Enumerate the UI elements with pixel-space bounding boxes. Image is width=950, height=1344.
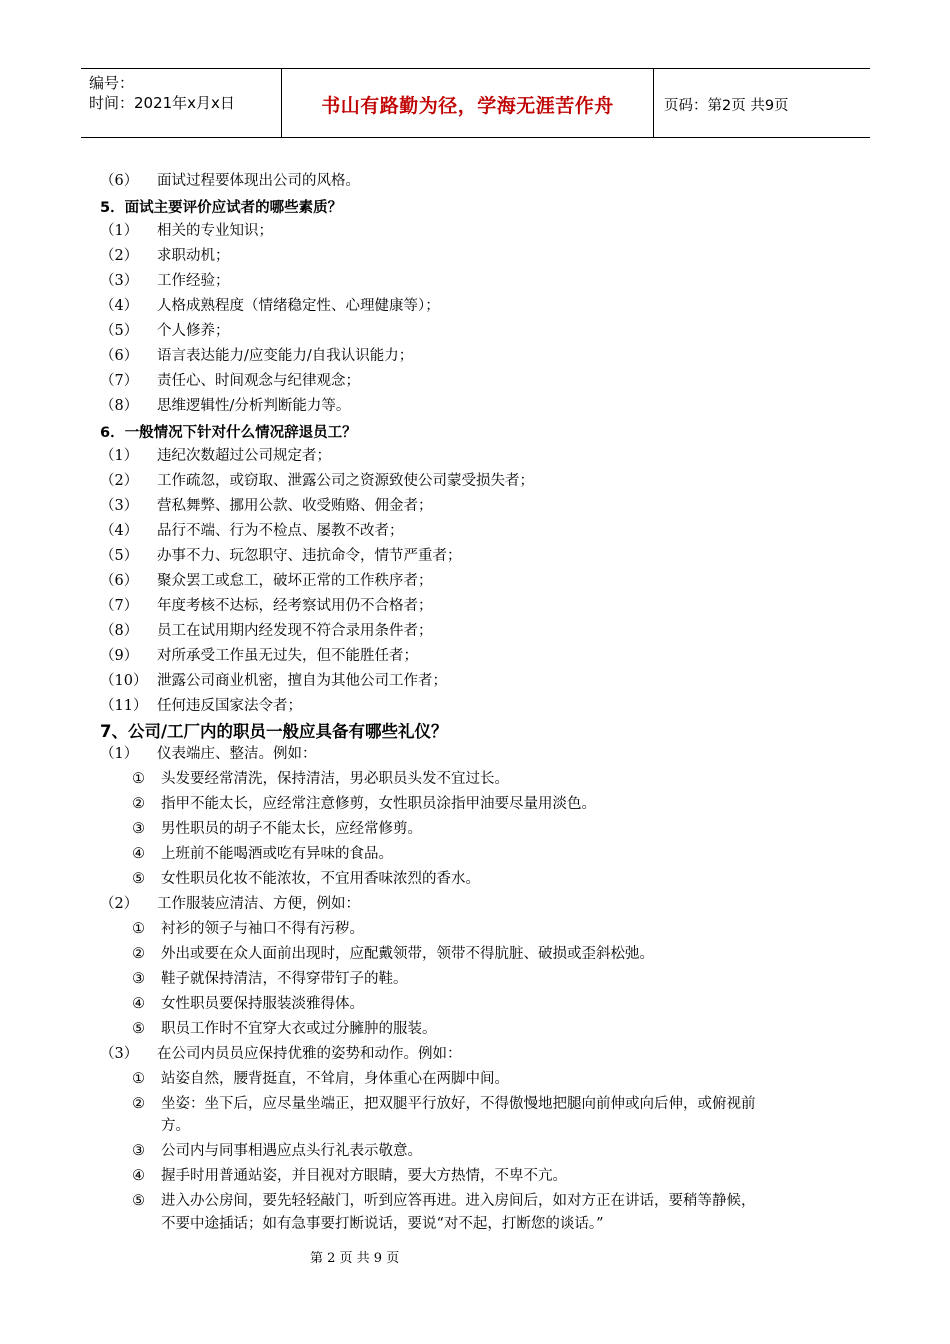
circled-number: ① (132, 771, 145, 787)
item-text: 职员工作时不宜穿大衣或过分臃肿的服装。 (161, 1021, 437, 1037)
item-text: 女性职员化妆不能浓妆，不宜用香味浓烈的香水。 (161, 871, 480, 887)
item-text: 个人修养； (157, 323, 230, 339)
circled-number: ③ (132, 821, 145, 837)
section-heading: 6．一般情况下针对什么情况辞退员工？ (100, 425, 357, 441)
item-number: （11） (100, 698, 148, 714)
item-number: （8） (100, 623, 139, 639)
page-number-label: 页码：第2页 共9页 (664, 98, 789, 114)
section-heading: 5．面试主要评价应试者的哪些素质？ (100, 200, 343, 216)
page-header (81, 68, 870, 138)
item-number: （2） (100, 473, 139, 489)
item-text: 握手时用普通站姿，并目视对方眼睛，要大方热情，不卑不亢。 (161, 1168, 567, 1184)
item-text: 外出或要在众人面前出现时，应配戴领带，领带不得肮脏、破损或歪斜松弛。 (161, 946, 654, 962)
item-text: 女性职员要保持服装淡雅得体。 (161, 996, 364, 1012)
item-text: 语言表达能力/应变能力/自我认识能力； (157, 348, 414, 364)
circled-number: ⑤ (132, 1193, 145, 1209)
circled-number: ① (132, 921, 145, 937)
item-text: 不要中途插话；如有急事要打断说话，要说“对不起，打断您的谈话。” (161, 1216, 604, 1232)
item-number: （6） (100, 573, 139, 589)
header-info-cell (81, 69, 282, 137)
item-text: 仪表端庄、整洁。例如： (157, 746, 317, 762)
motto: 书山有路勤为径，学海无涯苦作舟 (321, 95, 614, 117)
item-text: 人格成熟程度（情绪稳定性、心理健康等）； (157, 298, 440, 314)
circled-number: ③ (132, 971, 145, 987)
item-text: 聚众罢工或怠工，破坏正常的工作秩序者； (157, 573, 433, 589)
circled-number: ④ (132, 996, 145, 1012)
circled-number: ② (132, 946, 145, 962)
item-text: 站姿自然，腰背挺直，不耸肩，身体重心在两脚中间。 (161, 1071, 509, 1087)
item-text: 指甲不能太长，应经常注意修剪，女性职员涂指甲油要尽量用淡色。 (161, 796, 596, 812)
item-text: 在公司内员员应保持优雅的姿势和动作。例如： (157, 1046, 462, 1062)
header-page-cell (654, 69, 870, 137)
page-footer: 第 2 页 共 9 页 (310, 1251, 400, 1266)
doc-code-label: 编号： (89, 74, 135, 92)
header-motto-cell (282, 69, 654, 137)
item-number: （7） (100, 373, 139, 389)
item-text: 公司内与同事相遇应点头行礼表示敬意。 (161, 1143, 422, 1159)
circled-number: ② (132, 796, 145, 812)
item-text: 对所承受工作虽无过失，但不能胜任者； (157, 648, 418, 664)
item-text: 品行不端、行为不检点、屡教不改者； (157, 523, 404, 539)
item-text: 方。 (161, 1118, 190, 1134)
circled-number: ④ (132, 1168, 145, 1184)
item-text: 营私舞弊、挪用公款、收受贿赂、佣金者； (157, 498, 433, 514)
item-text: 面试过程要体现出公司的风格。 (157, 173, 360, 189)
item-number: （5） (100, 548, 139, 564)
item-text: 求职动机； (157, 248, 230, 264)
item-number: （9） (100, 648, 139, 664)
item-number: （4） (100, 523, 139, 539)
item-text: 衬衫的领子与袖口不得有污秽。 (161, 921, 364, 937)
item-text: 办事不力、玩忽职守、违抗命令，情节严重者； (157, 548, 462, 564)
item-text: 违纪次数超过公司规定者； (157, 448, 331, 464)
item-text: 工作经验； (157, 273, 230, 289)
circled-number: ③ (132, 1143, 145, 1159)
item-number: （1） (100, 448, 139, 464)
section-heading: 7、公司/工厂内的职员一般应具备有哪些礼仪？ (100, 722, 448, 741)
item-text: 思维逻辑性/分析判断能力等。 (157, 398, 351, 414)
item-text: 男性职员的胡子不能太长，应经常修剪。 (161, 821, 422, 837)
item-number: （2） (100, 248, 139, 264)
item-number: （8） (100, 398, 139, 414)
item-text: 坐姿：坐下后，应尽量坐端正，把双腿平行放好，不得傲慢地把腿向前伸或向后伸，或俯视前 (161, 1096, 756, 1112)
doc-time-label: 时间：2021年x月x日 (89, 94, 235, 112)
item-number: （5） (100, 323, 139, 339)
item-number: （3） (100, 1046, 139, 1062)
item-number: （1） (100, 223, 139, 239)
item-text: 责任心、时间观念与纪律观念； (157, 373, 360, 389)
item-text: 任何违反国家法令者； (157, 698, 302, 714)
item-text: 鞋子就保持清洁，不得穿带钉子的鞋。 (161, 971, 408, 987)
item-number: （3） (100, 273, 139, 289)
item-number: （6） (100, 173, 139, 189)
item-text: 头发要经常清洗，保持清洁，男必职员头发不宜过长。 (161, 771, 509, 787)
item-number: （3） (100, 498, 139, 514)
circled-number: ⑤ (132, 1021, 145, 1037)
item-text: 进入办公房间，要先轻轻敲门，听到应答再进。进入房间后，如对方正在讲话，要稍等静候， (161, 1193, 756, 1209)
item-text: 相关的专业知识； (157, 223, 273, 239)
item-number: （2） (100, 896, 139, 912)
item-text: 年度考核不达标，经考察试用仍不合格者； (157, 598, 433, 614)
list-item (0, 171, 950, 191)
item-number: （7） (100, 598, 139, 614)
item-text: 泄露公司商业机密，擅自为其他公司工作者； (157, 673, 447, 689)
item-text: 员工在试用期内经发现不符合录用条件者； (157, 623, 433, 639)
item-text: 工作服装应清洁、方便，例如： (157, 896, 360, 912)
circled-number: ② (132, 1096, 145, 1112)
circled-number: ⑤ (132, 871, 145, 887)
circled-number: ④ (132, 846, 145, 862)
item-text: 上班前不能喝酒或吃有异味的食品。 (161, 846, 393, 862)
item-text: 工作疏忽，或窃取、泄露公司之资源致使公司蒙受损失者； (157, 473, 534, 489)
item-number: （4） (100, 298, 139, 314)
item-number: （1） (100, 746, 139, 762)
item-number: （10） (100, 673, 148, 689)
circled-number: ① (132, 1071, 145, 1087)
item-number: （6） (100, 348, 139, 364)
